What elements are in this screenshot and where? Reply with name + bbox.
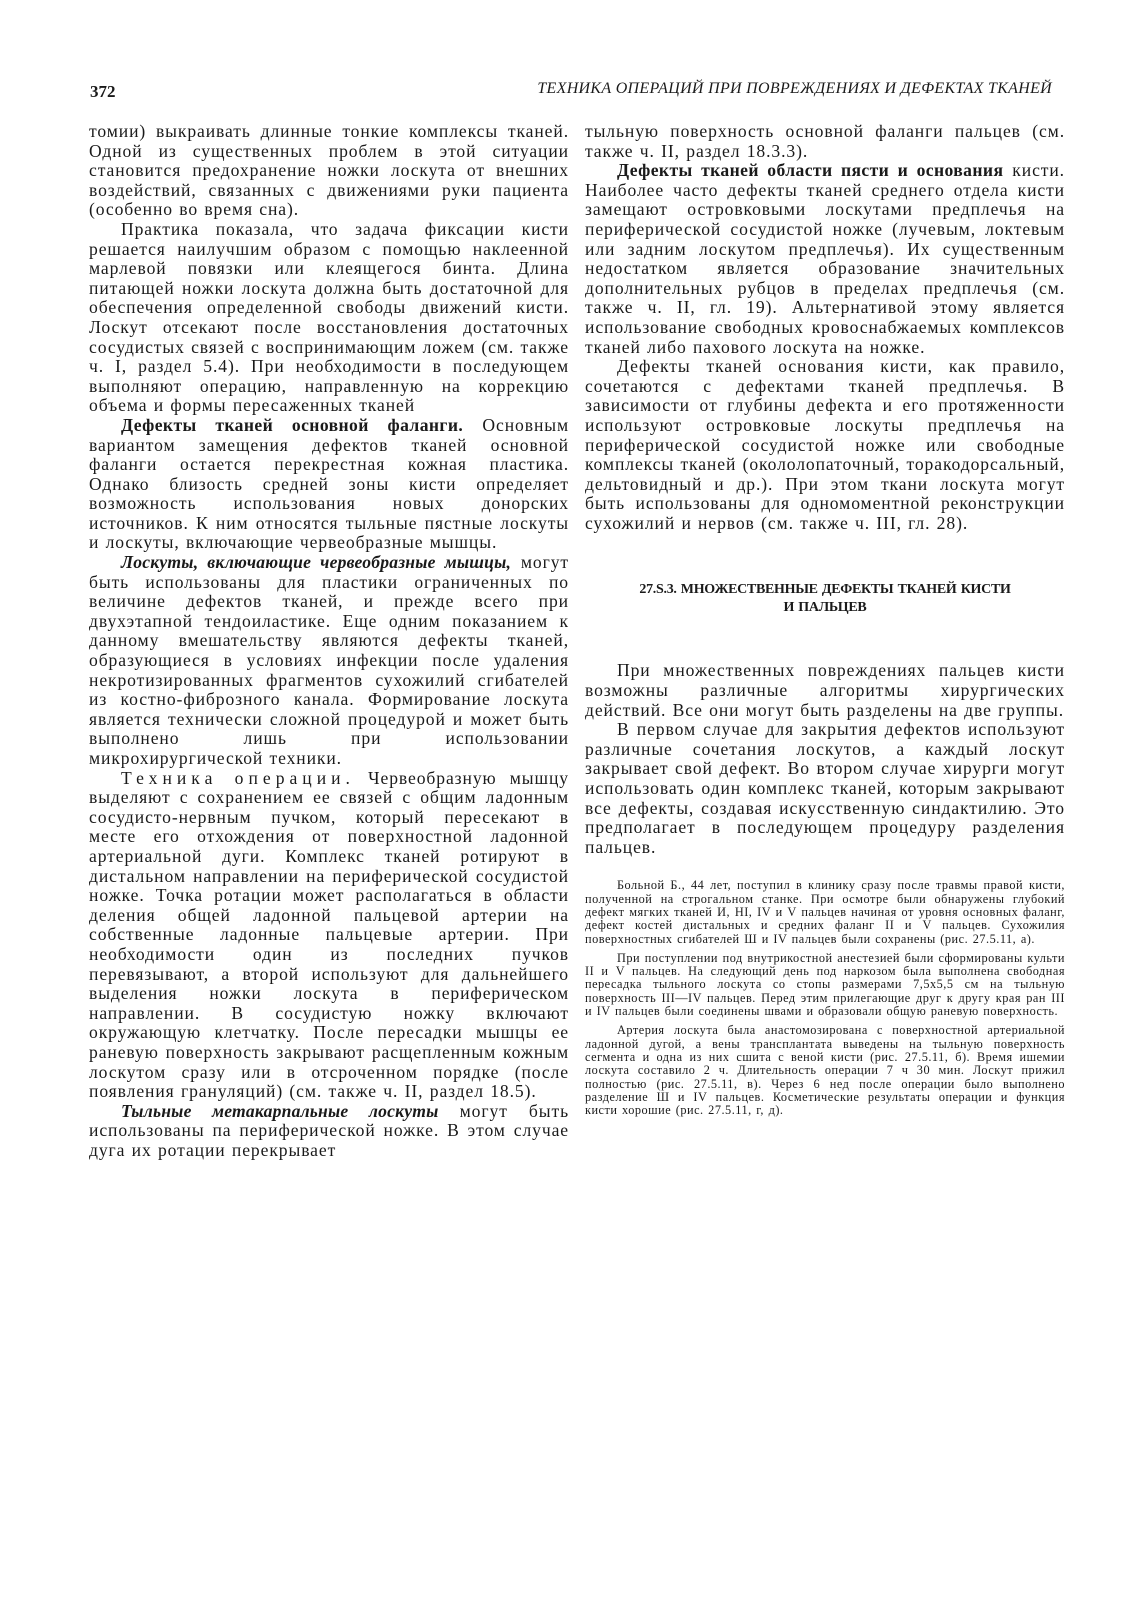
paragraph: Практика показала, что задача фиксации кисти решается наилучшим образом с помощью наклеенной марлевой повязки или клеящегося бинта. Длина питающей ножки лоскута должна быть достаточной для обеспечения определенной свободы движений кисти. Лоскут отсекают после восстановления достаточных сосудистых связей с воспринимающим ложем (см. также ч. I, раздел 5.4). При необходимости в последующем выполняют операцию, направленную на коррекцию объема и формы пересаженных тканей [89, 218, 569, 416]
paragraph [585, 161, 1065, 357]
paragraph: В первом случае для закрытия дефектов используют различные сочетания лоскутов, а каждый лоскут закрывает свой дефект. Во втором случае хирурги могут использовать один комплекс тканей, которым закрывают все дефекты, создавая искусственную синдактилию. Это предполагает в последующем процедуру разделения пальцев. [585, 719, 1065, 857]
paragraph: тыльную поверхность основной фаланги пальцев (см. также ч. II, раздел 18.3.3). [585, 121, 1065, 161]
section-title [585, 581, 1065, 617]
paragraph: Дефекты тканей основания кисти, как правило, сочетаются с дефектами тканей предплечья. В зависимости от глубины дефекта и его протяженности используют островковые лоскуты предплечья на периферической сосудистой ножке или свободные комплексы тканей (окололопаточный, торакодорсальный, дельтовидный и др.). При этом ткани лоскута могут быть использованы для одномоментной реконструкции сухожилий и нервов (см. также ч. III, гл. 28). [585, 356, 1065, 533]
section-title-line: И ПАЛЬЦЕВ [783, 600, 867, 616]
paragraph-text: Основным вариантом замещения дефектов тканей основной фаланги остается перекрестная кожная пластика. Однако близость средней зоны кисти определяет возможность использования новых донорских источников. К ним относятся тыльные пястные лоскуты и лоскуты, включающие червеобразные мышцы. [89, 414, 570, 553]
paragraph [89, 553, 569, 769]
paragraph-heading: Техника операции. [121, 767, 355, 788]
case-report [585, 879, 1065, 1117]
paragraph: При множественных повреждениях пальцев кисти возможны различные алгоритмы хирургических действий. Все они могут быть разделены на две группы. [585, 660, 1065, 720]
left-column [89, 122, 569, 1160]
paragraph: томии) выкраивать длинные тонкие комплексы тканей. Одной из существенных проблем в этой ситуации становится предохранение ножки лоскута от внешних воздействий, связанных с движениями руки пациента (особенно во время сна). [89, 121, 569, 220]
section-title-line: 27.S.3. МНОЖЕСТВЕННЫЕ ДЕФЕКТЫ ТКАНЕЙ КИСТИ [639, 582, 1011, 598]
paragraph-heading: Дефекты тканей основной фаланги. [121, 414, 464, 435]
paragraph [89, 1102, 569, 1161]
paragraph-heading: Тыльные метакарпальные лоскуты [121, 1100, 439, 1121]
case-paragraph: При поступлении под внутрикостной анестезией были сформированы культи II и V пальцев. На следующий день под наркозом была выполнена свободная пересадка тыльного лоскута со стопы размерами 7,5x5,5 см на тыльную поверхность III—IV пальцев. Перед этим прилегающие друг к другу края ран III и IV пальцев были соединены швами и образовали общую раневую поверхность. [585, 950, 1065, 1019]
paragraph-text: кисти. Наиболее часто дефекты тканей среднего отдела кисти замещают островковыми лоскутами предплечья на периферической сосудистой ножке (лучевым, локтевым или задним лоскутом предплечья). Их существенным недостатком является образование значительных дополнительных рубцов в пределах предплечья (см. также ч. II, гл. 19). Альтернативой этому является использование свободных кровоснабжаемых комплексов тканей либо пахового лоскута на ножке. [585, 160, 1065, 357]
paragraph-text: Червеобразную мышцу выделяют с сохранением ее связей с общим ладонным сосудисто-нервным пучком, который пересекают в месте его отхождения от поверхностной ладонной артериальной дуги. Комплекс тканей ротируют в дистальном направлении на периферической сосудистой ножке. Точка ротации может располагаться в области деления общей ладонной пальцевой артерии на собственные ладонные пальцевые артерии. При необходимости один из последних пучков перевязывают, а второй используют для дальнейшего выделения ножки лоскута в периферическом направлении. В сосудистую ножку включают окружающую клетчатку. После пересадки мышцы ее раневую поверхность закрывают расщепленным кожным лоскутом сразу или в отсроченном порядке (после появления грануляций) (см. также ч. II, раздел 18.5). [89, 767, 569, 1102]
paragraph-text: могут быть использованы для пластики ограниченных по величине дефектов тканей, и прежде всего при двухэтапной тендоиластике. Еще одним показанием к данному вмешательству являются дефекты тканей, образующиеся в условиях инфекции после удаления некротизированных фрагментов сухожилий сгибателей из костно-фиброзного канала. Формирование лоскута является технически сложной процедурой и может быть выполнено лишь при использовании микрохирургической техники. [89, 552, 569, 768]
case-paragraph: Артерия лоскута была анастомозирована с поверхностной артериальной ладонной дугой, а вены трансплантата выведены на тыльную поверхность сегмента и одна из них сшита с веной кисти (рис. 27.5.11, б). Время ишемии лоскута составило 2 ч. Длительность операции 7 ч 30 мин. Лоскут прижил полностью (рис. 27.5.11, в). Через 6 нед после операции было выполнено разделение Ш и IV пальцев. Косметические результаты операции и функция кисти хорошие (рис. 27.5.11, г, д). [585, 1023, 1065, 1118]
paragraph [89, 769, 569, 1102]
running-title: ТЕХНИКА ОПЕРАЦИЙ ПРИ ПОВРЕЖДЕНИЯХ И ДЕФЕКТАХ ТКАНЕЙ [537, 80, 1052, 97]
paragraph-text: могут быть использованы па периферической ножке. В этом случае дуга их ротации перекрывает [89, 1100, 569, 1160]
paragraph-heading: Лоскуты, включающие червеобразные мышцы, [121, 552, 512, 573]
right-column [585, 122, 1065, 1117]
paragraph-heading: Дефекты тканей области пясти и основания [617, 160, 1004, 181]
paragraph [89, 416, 569, 553]
case-paragraph: Больной Б., 44 лет, поступил в клинику сразу после травмы правой кисти, полученной на строгальном станке. При осмотре были обнаружены глубокий дефект мягких тканей И, HI, IV и V пальцев начиная от уровня основных фаланг, дефект костей дистальных и средних фаланг II и V пальцев. Сухожилия поверхностных сгибателей Ш и IV пальцев были сохранены (рис. 27.5.11, а). [585, 878, 1065, 946]
page-number: 372 [90, 82, 116, 101]
